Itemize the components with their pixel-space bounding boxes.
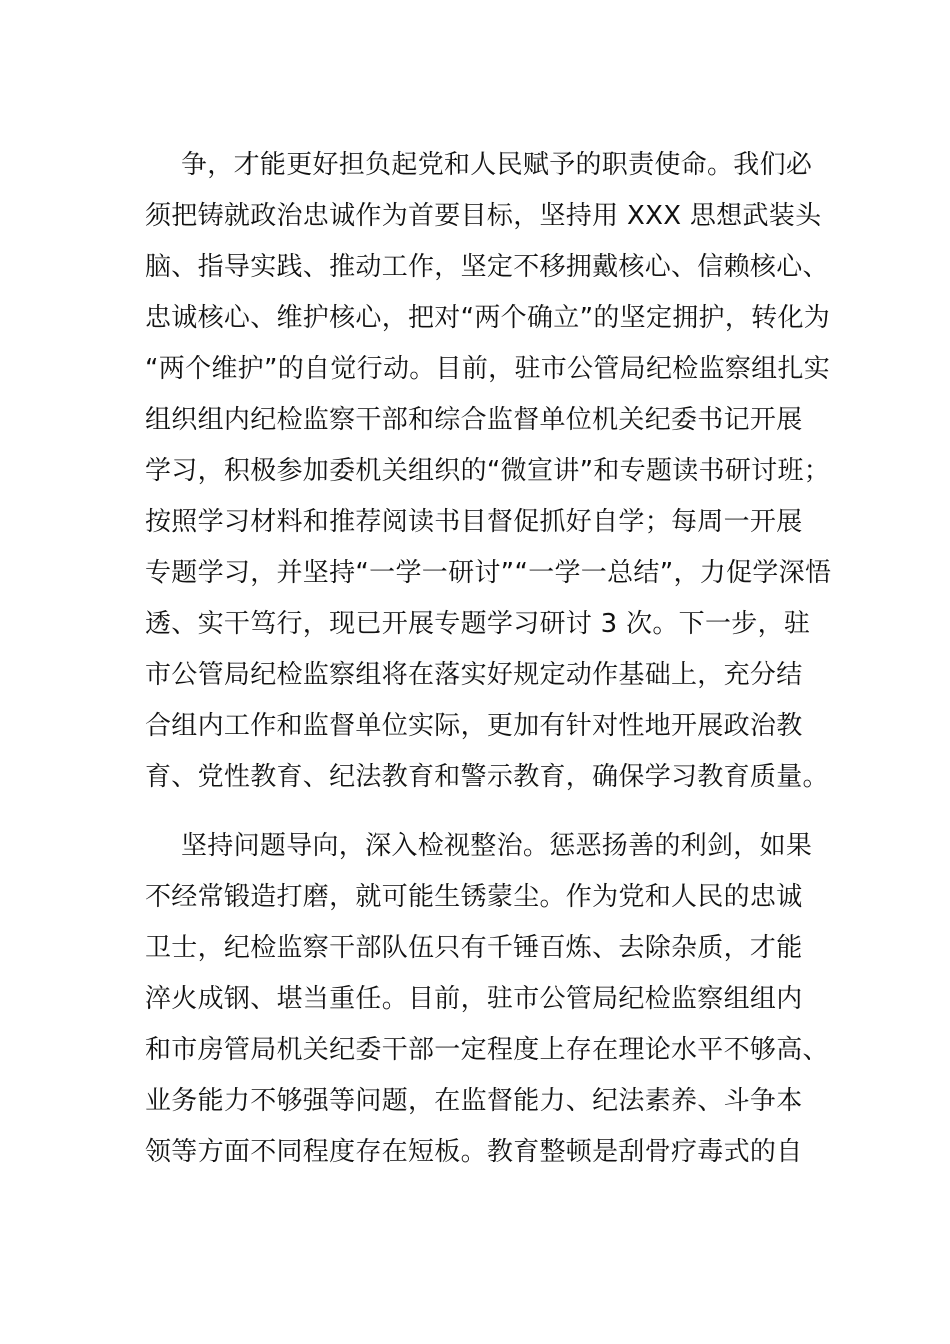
text-line: 合组内工作和监督单位实际，更加有针对性地开展政治教: [145, 711, 803, 741]
text-line: 市公管局纪检监察组将在落实好规定动作基础上，充分结: [145, 660, 803, 690]
text-line: 须把铸就政治忠诚作为首要目标，坚持用 XXX 思想武装头: [145, 201, 822, 231]
paragraph-spacer: [145, 803, 815, 821]
text-line: 育、党性教育、纪法教育和警示教育，确保学习教育质量。: [145, 762, 829, 792]
text-line: 脑、指导实践、推动工作，坚定不移拥戴核心、信赖核心、: [145, 252, 829, 282]
text-line: 忠诚核心、维护核心，把对“两个确立”的坚定拥护，转化为: [145, 303, 831, 333]
text-line: 淬火成钢、堪当重任。目前，驻市公管局纪检监察组组内: [145, 984, 803, 1014]
text-line: 争，才能更好担负起党和人民赋予的职责使命。我们必: [181, 150, 813, 180]
text-line: 卫士，纪检监察干部队伍只有千锤百炼、去除杂质，才能: [145, 933, 803, 963]
text-line: 按照学习材料和推荐阅读书目督促抓好自学；每周一开展: [145, 507, 803, 537]
text-line: 透、实干笃行，现已开展专题学习研讨 3 次。下一步，驻: [145, 609, 811, 639]
text-line: 专题学习，并坚持“一学一研讨”“一学一总结”，力促学深悟: [145, 558, 832, 588]
text-line: “两个维护”的自觉行动。目前，驻市公管局纪检监察组扎实: [145, 354, 831, 384]
text-line: 不经常锻造打磨，就可能生锈蒙尘。作为党和人民的忠诚: [145, 882, 803, 912]
body-text: [145, 140, 832, 1178]
paragraph-2: [145, 821, 829, 1178]
text-line: 组织组内纪检监察干部和综合监督单位机关纪委书记开展: [145, 405, 803, 435]
text-line: 坚持问题导向，深入检视整治。惩恶扬善的利剑，如果: [181, 831, 813, 861]
text-line: 和市房管局机关纪委干部一定程度上存在理论水平不够高、: [145, 1035, 829, 1065]
text-line: 学习，积极参加委机关组织的“微宣讲”和专题读书研讨班；: [145, 456, 831, 486]
text-line: 领等方面不同程度存在短板。教育整顿是刮骨疗毒式的自: [145, 1137, 803, 1167]
text-line: 业务能力不够强等问题，在监督能力、纪法素养、斗争本: [145, 1086, 803, 1116]
paragraph-1: [145, 140, 832, 803]
